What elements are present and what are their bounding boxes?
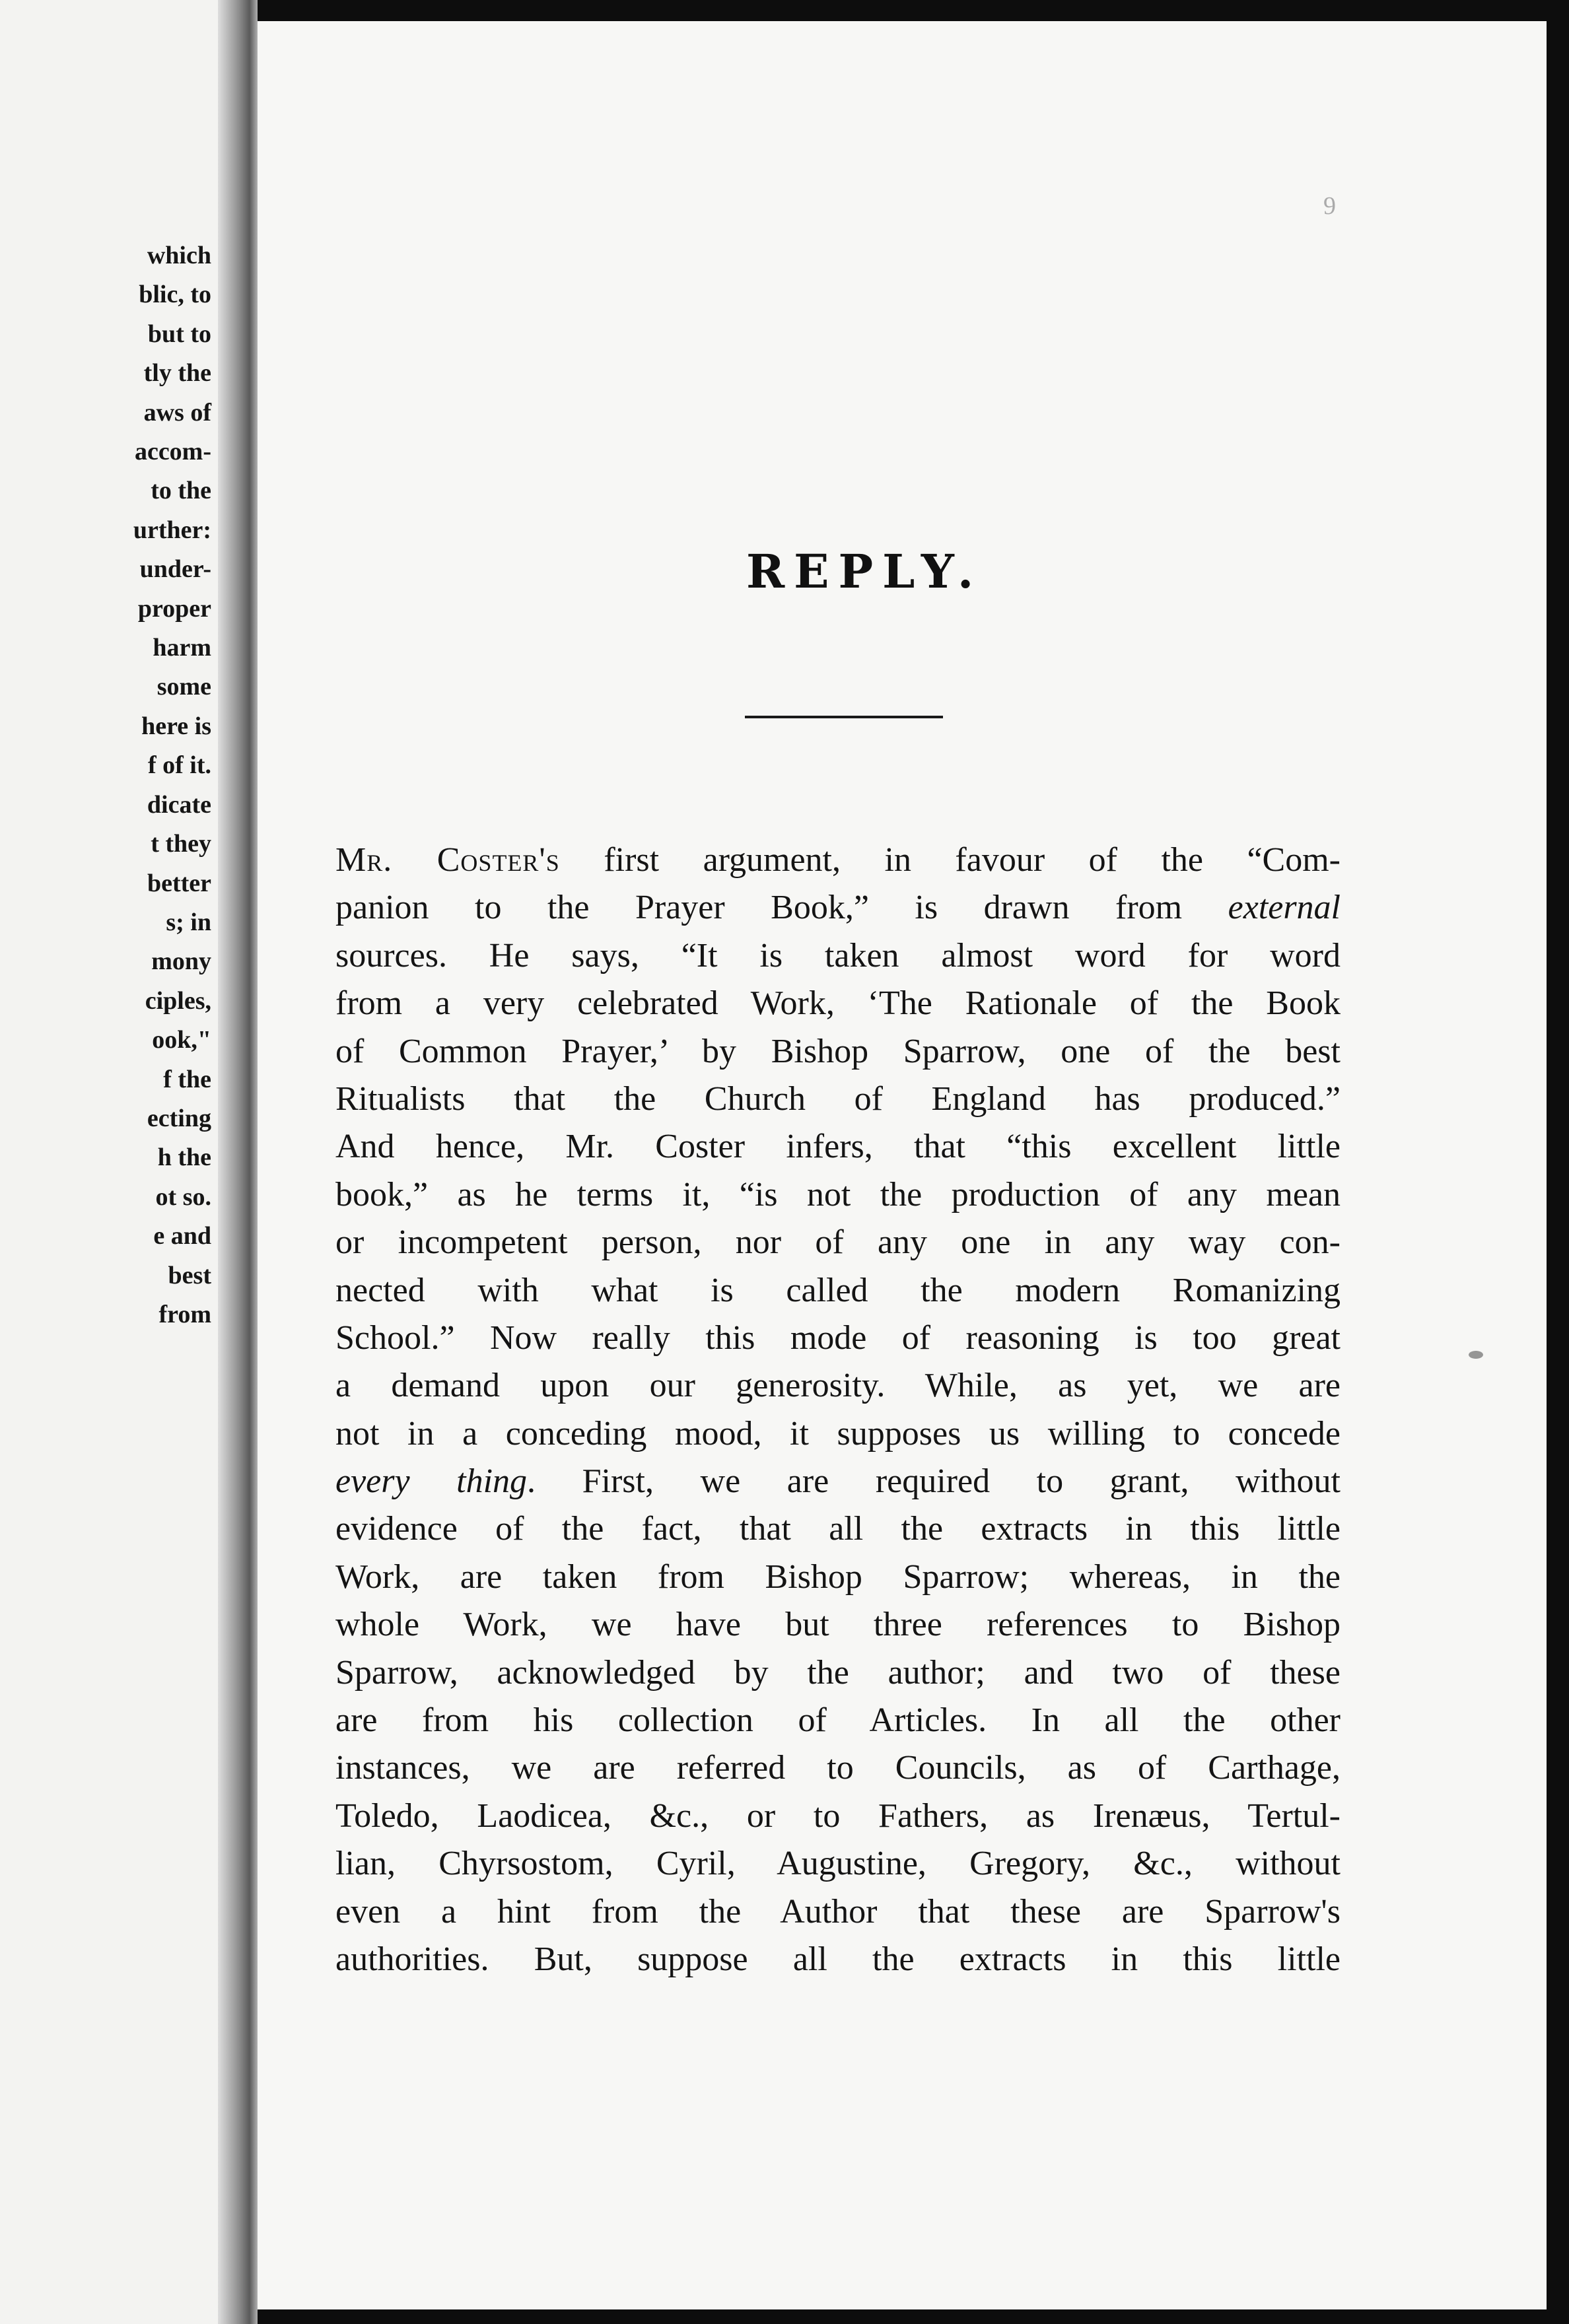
left-line: but to	[147, 320, 211, 348]
title-divider	[745, 716, 943, 718]
text-line: lian, Chyrsostom, Cyril, Augustine, Gregory, &c., without	[335, 1845, 1341, 1883]
text-run: first argument, in favour of the “Com-	[559, 841, 1341, 879]
text-line: Ritualists that the Church of England has produced.”	[335, 1079, 1341, 1118]
left-line: f of it.	[147, 751, 211, 780]
text-line: School.” Now really this mode of reasoning is too great	[335, 1318, 1341, 1357]
text-line: nected with what is called the modern Romanizing	[335, 1271, 1341, 1309]
left-line: aws of	[143, 398, 211, 427]
ink-smudge	[1469, 1351, 1483, 1359]
text-line: are from his collection of Articles. In all the other	[335, 1701, 1341, 1740]
left-line: to the	[151, 477, 211, 505]
text-line: from a very celebrated Work, ‘The Rationale of the Book	[335, 984, 1341, 1023]
text-line: of Common Prayer,’ by Bishop Sparrow, one of the best	[335, 1032, 1341, 1070]
left-line: best	[168, 1261, 211, 1289]
left-line: which	[147, 242, 211, 269]
text-line: evidence of the fact, that all the extracts in this little	[335, 1510, 1341, 1548]
left-line: proper	[137, 594, 211, 623]
text-line: instances, we are referred to Councils, as of Carthage,	[335, 1749, 1341, 1787]
text-line: whole Work, we have but three references to Bishop	[335, 1606, 1341, 1644]
author-name: Mr. Coster's	[335, 841, 560, 879]
text-run: panion to the Prayer Book,” is drawn from	[335, 889, 1228, 927]
left-line: h the	[157, 1144, 211, 1172]
left-line: ecting	[147, 1104, 211, 1132]
left-line: s; in	[166, 908, 211, 936]
body-text	[335, 837, 1341, 1983]
scan-border	[1547, 0, 1569, 2324]
text-line: Work, are taken from Bishop Sparrow; whereas, in the	[335, 1557, 1341, 1596]
left-line: mony	[151, 947, 211, 976]
page-title: REPLY.	[746, 544, 983, 599]
text-line: Sparrow, acknowledged by the author; and two of these	[335, 1653, 1341, 1692]
text-line	[335, 884, 1341, 932]
left-line: f the	[163, 1065, 211, 1093]
left-line: t they	[151, 830, 211, 858]
text-run: . First, we are required to grant, without	[527, 1462, 1341, 1501]
text-line: sources. He says, “It is taken almost word for word	[335, 936, 1341, 974]
left-line: harm	[153, 634, 211, 662]
text-line: or incompetent person, nor of any one in any way con-	[335, 1223, 1341, 1262]
text-line: book,” as he terms it, “is not the production of any mean	[335, 1175, 1341, 1213]
page-number: 9	[1323, 192, 1336, 220]
text-line: not in a conceding mood, it supposes us willing to concede	[335, 1414, 1341, 1452]
text-line: a demand upon our generosity. While, as yet, we are	[335, 1367, 1341, 1405]
left-line: tly the	[143, 359, 211, 388]
left-line: urther:	[133, 516, 211, 544]
text-line: Toledo, Laodicea, &c., or to Fathers, as Irenæus, Tertul-	[335, 1796, 1341, 1835]
left-page-text	[133, 236, 211, 1334]
left-page-fragment	[0, 0, 218, 2324]
text-line: And hence, Mr. Coster infers, that “this excellent little	[335, 1128, 1341, 1166]
left-line: better	[147, 869, 211, 897]
text-line	[335, 837, 1341, 884]
left-line: under-	[139, 555, 211, 584]
book-gutter	[218, 0, 258, 2324]
left-line: here is	[141, 712, 211, 740]
emphasis: every thing	[335, 1462, 528, 1501]
left-line: e and	[153, 1222, 211, 1250]
left-line: ook,"	[152, 1026, 211, 1054]
left-line: accom-	[134, 438, 211, 466]
left-line: ot so.	[155, 1182, 211, 1211]
emphasis: external	[1228, 889, 1341, 927]
left-line: some	[157, 673, 211, 701]
left-line: dicate	[147, 790, 211, 819]
text-line: even a hint from the Author that these are Sparrow's	[335, 1892, 1341, 1931]
left-line: ciples,	[145, 986, 211, 1015]
text-line: authorities. But, suppose all the extracts in this little	[335, 1940, 1341, 1978]
text-line	[335, 1458, 1341, 1505]
left-line: from	[158, 1300, 211, 1328]
left-line: blic, to	[139, 281, 211, 309]
